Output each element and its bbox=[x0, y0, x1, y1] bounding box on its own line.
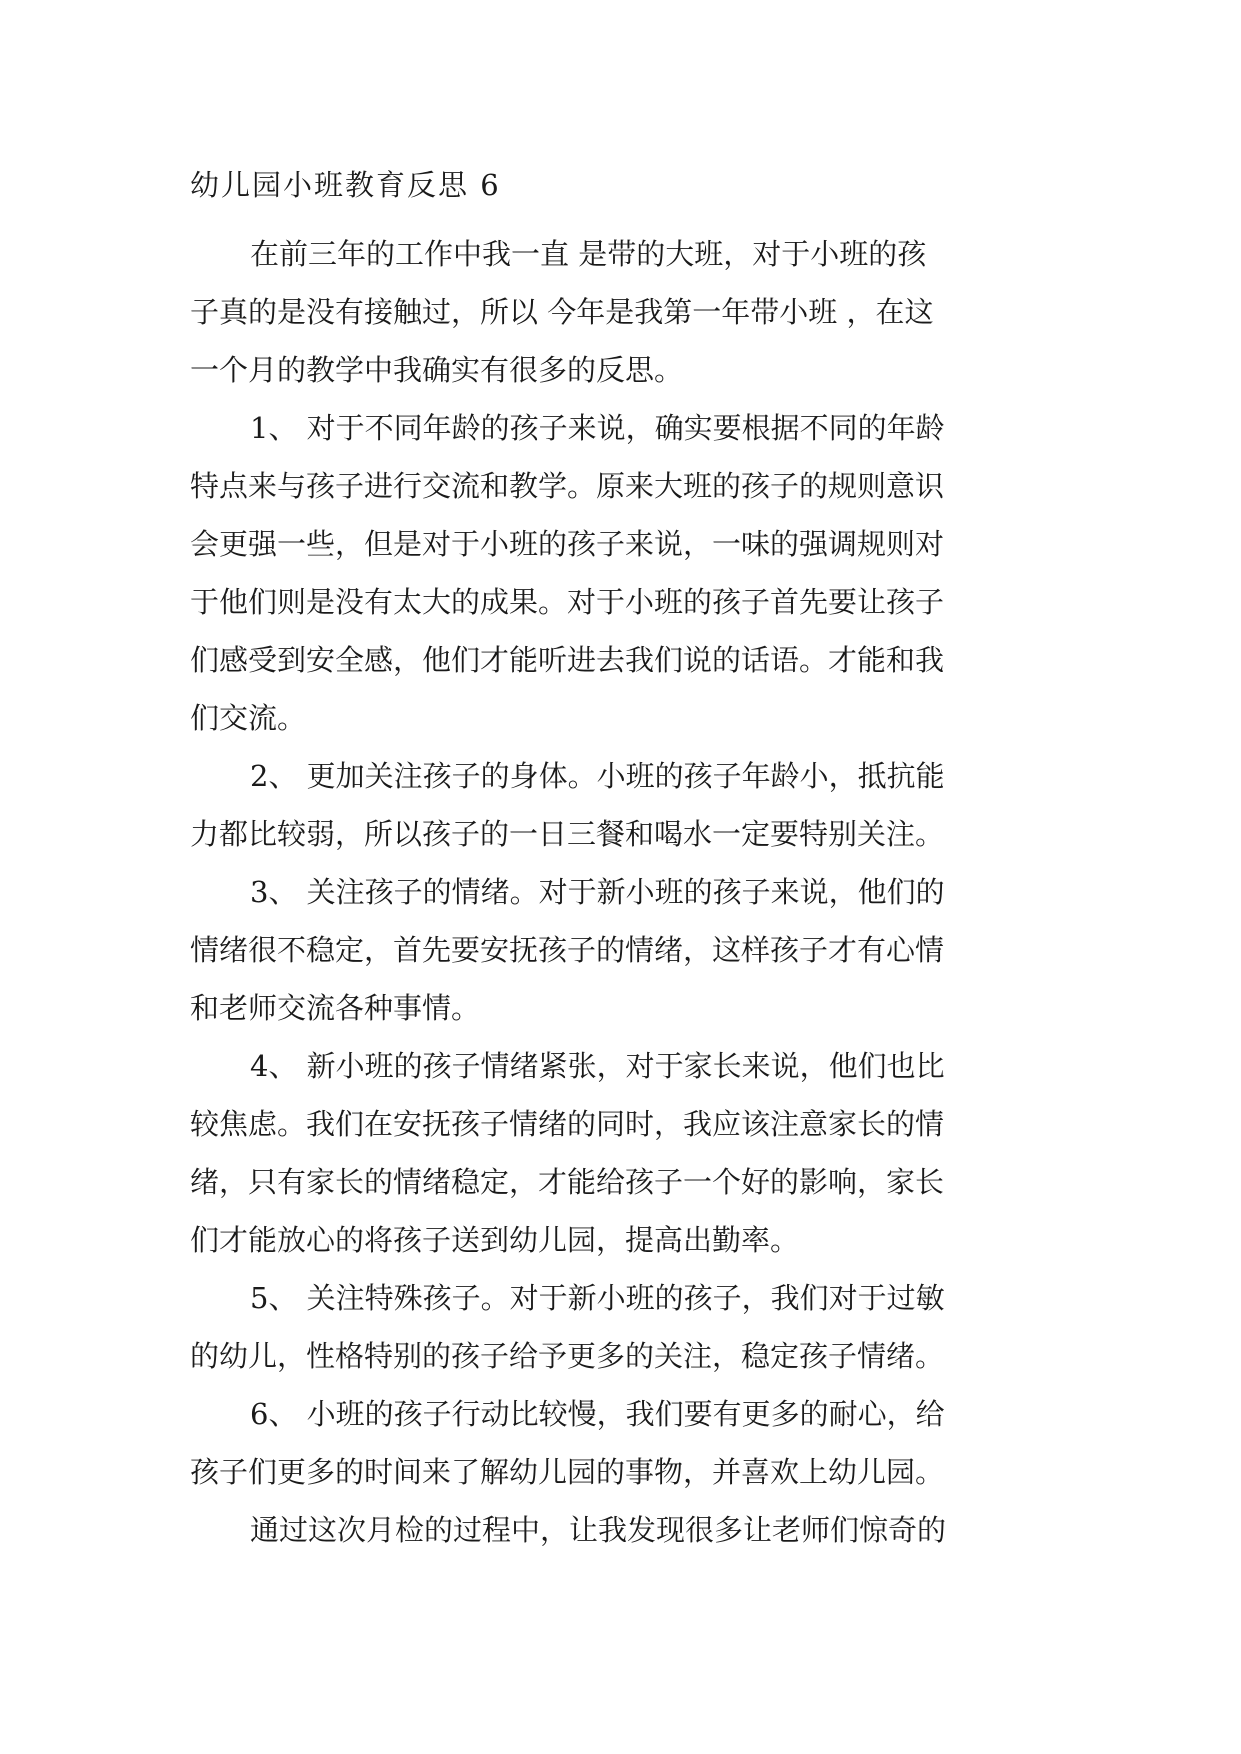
text-line: 们才能放心的将孩子送到幼儿园，提高出勤率。 bbox=[190, 1223, 800, 1257]
text-line: 较焦虑。我们在安抚孩子情绪的同时，我应该注意家长的情 bbox=[190, 1107, 945, 1141]
paragraph bbox=[190, 1269, 1060, 1385]
paragraph bbox=[190, 863, 1060, 1037]
text-line: 5、 关注特殊孩子。对于新小班的孩子，我们对于过敏 bbox=[250, 1281, 945, 1315]
document-page bbox=[190, 165, 1060, 1559]
text-line: 子真的是没有接触过，所以 今年是我第一年带小班 ，在这 bbox=[190, 295, 934, 329]
paragraph bbox=[190, 1037, 1060, 1269]
text-line: 的幼儿，性格特别的孩子给予更多的关注，稳定孩子情绪。 bbox=[190, 1339, 945, 1373]
text-line: 力都比较弱，所以孩子的一日三餐和喝水一定要特别关注。 bbox=[190, 817, 945, 851]
paragraph bbox=[190, 1385, 1060, 1501]
paragraph bbox=[190, 225, 1060, 399]
text-line: 2、 更加关注孩子的身体。小班的孩子年龄小，抵抗能 bbox=[250, 759, 945, 793]
paragraph bbox=[190, 399, 1060, 747]
paragraph bbox=[190, 747, 1060, 863]
text-line: 孩子们更多的时间来了解幼儿园的事物，并喜欢上幼儿园。 bbox=[190, 1455, 945, 1489]
text-line: 和老师交流各种事情。 bbox=[190, 991, 481, 1025]
text-line: 绪，只有家长的情绪稳定，才能给孩子一个好的影响，家长 bbox=[190, 1165, 945, 1199]
text-line: 一个月的教学中我确实有很多的反思。 bbox=[190, 353, 684, 387]
text-line: 情绪很不稳定，首先要安抚孩子的情绪，这样孩子才有心情 bbox=[190, 933, 945, 967]
text-line: 6、 小班的孩子行动比较慢，我们要有更多的耐心，给 bbox=[250, 1397, 945, 1431]
text-line: 4、 新小班的孩子情绪紧张，对于家长来说，他们也比 bbox=[250, 1049, 945, 1083]
text-line: 会更强一些，但是对于小班的孩子来说，一味的强调规则对 bbox=[190, 527, 945, 561]
text-line: 们交流。 bbox=[190, 701, 307, 735]
text-line: 于他们则是没有太大的成果。对于小班的孩子首先要让孩子 bbox=[190, 585, 945, 619]
paragraph bbox=[190, 1501, 1060, 1559]
document-title: 幼儿园小班教育反思 6 bbox=[190, 168, 501, 202]
text-line: 1、 对于不同年龄的孩子来说，确实要根据不同的年龄 bbox=[250, 411, 945, 445]
text-line: 特点来与孩子进行交流和教学。原来大班的孩子的规则意识 bbox=[190, 469, 945, 503]
document-body bbox=[190, 225, 1060, 1559]
text-line: 在前三年的工作中我一直 是带的大班，对于小班的孩 bbox=[250, 237, 927, 271]
text-line: 通过这次月检的过程中，让我发现很多让老师们惊奇的 bbox=[250, 1513, 947, 1547]
text-line: 3、 关注孩子的情绪。对于新小班的孩子来说，他们的 bbox=[250, 875, 945, 909]
text-line: 们感受到安全感，他们才能听进去我们说的话语。才能和我 bbox=[190, 643, 945, 677]
